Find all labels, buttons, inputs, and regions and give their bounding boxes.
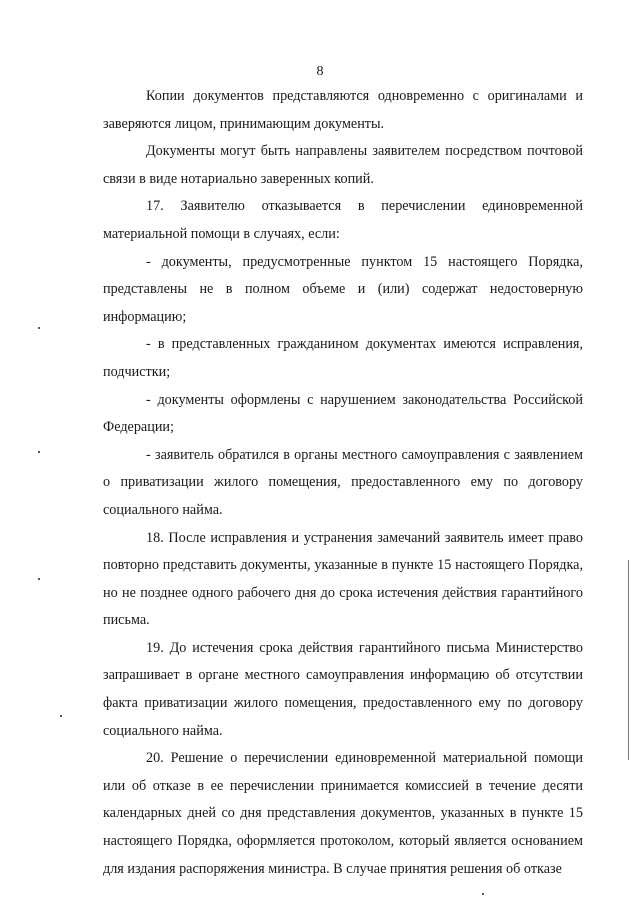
scan-speck: [482, 893, 484, 895]
paragraph: Документы могут быть направлены заявителем посредством почтовой связи в виде нотариально заверенных копий.: [103, 143, 583, 187]
list-item: - в представленных гражданином документах имеются исправления, подчистки;: [103, 336, 583, 380]
scan-speck: [38, 578, 40, 580]
paragraph: 18. После исправления и устранения замечаний заявитель имеет право повторно представить документы, указанные в пункте 15 настоящего Порядка, но не позднее одного рабочего дня до срока истечения действия гарантийного письма.: [103, 529, 583, 629]
list-item: - документы оформлены с нарушением законодательства Российской Федерации;: [103, 391, 583, 436]
paragraph: 17. Заявителю отказывается в перечислении единовременной материальной помощи в случаях, если:: [103, 198, 583, 242]
paragraph: 20. Решение о перечислении единовременной материальной помощи или об отказе в ее перечислении принимается комиссией в течение десяти календарных дней со дня представления документов, указанных в пункте 15 настоящего Порядка, оформляется протоколом, который является основанием для издания распоряжения министра. В случае принятия решения об отказе: [103, 750, 583, 877]
scan-edge-line: [628, 560, 629, 760]
list-item: - заявитель обратился в органы местного самоуправления с заявлением о приватизации жилого помещения, предоставленного ему по договору социального найма.: [103, 446, 583, 518]
scan-speck: [38, 451, 40, 453]
page-number: 8: [316, 64, 324, 79]
list-item: - документы, предусмотренные пунктом 15 настоящего Порядка, представлены не в полном объеме и (или) содержат недостоверную информацию;: [103, 253, 583, 325]
paragraph: Копии документов представляются одновременно с оригиналами и заверяются лицом, принимающим документы.: [103, 88, 583, 132]
scan-speck: [38, 327, 40, 329]
document-body: [103, 83, 583, 883]
paragraph: 19. До истечения срока действия гарантийного письма Министерство запрашивает в органе местного самоуправления информацию об отсутствии факта приватизации жилого помещения, предоставленного ему по договору социального найма.: [103, 639, 583, 739]
scan-speck: [60, 715, 62, 717]
